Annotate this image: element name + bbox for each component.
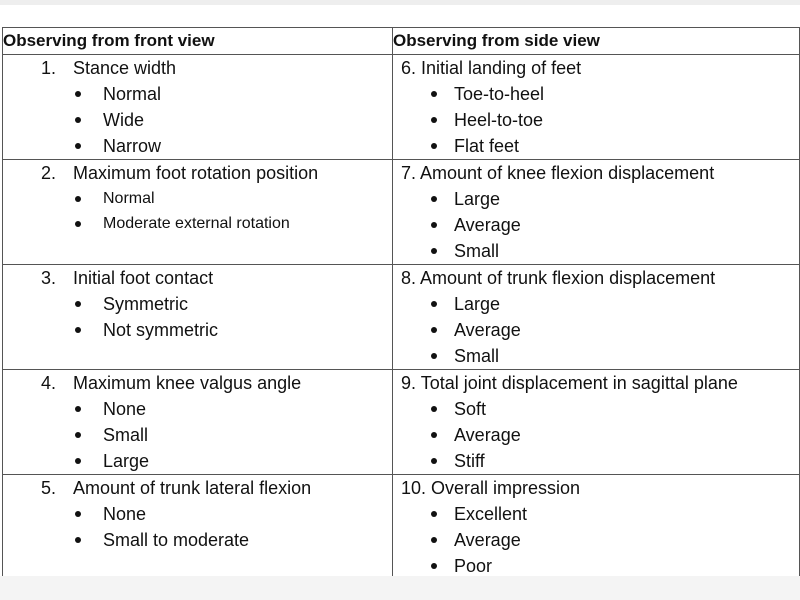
observation-table bbox=[2, 27, 800, 580]
bullet-icon bbox=[431, 406, 437, 412]
bullet-icon bbox=[431, 511, 437, 517]
item-number: 4. bbox=[41, 373, 57, 393]
item-number: 5. bbox=[41, 478, 57, 498]
bullet-icon bbox=[431, 248, 437, 254]
side-view-header: Observing from side view bbox=[393, 28, 800, 55]
bullet-icon bbox=[431, 458, 437, 464]
list-item: Large bbox=[393, 291, 799, 317]
list-item: Heel-to-toe bbox=[393, 107, 799, 133]
list-item: Moderate external rotation bbox=[3, 211, 392, 236]
item-title: 9. Total joint displacement in sagittal plane bbox=[401, 373, 738, 393]
item-number: 2. bbox=[41, 163, 57, 183]
item-title: 6. Initial landing of feet bbox=[401, 58, 582, 78]
bullet-icon bbox=[75, 432, 81, 438]
list-item: Poor bbox=[393, 553, 799, 579]
bullet-icon bbox=[75, 91, 81, 97]
bullet-icon bbox=[431, 301, 437, 307]
bullet-icon bbox=[431, 537, 437, 543]
list-item: Normal bbox=[3, 186, 392, 211]
list-item: Symmetric bbox=[3, 291, 392, 317]
item-number: 3. bbox=[41, 268, 57, 288]
bullet-icon bbox=[431, 563, 437, 569]
list-item: None bbox=[3, 501, 392, 527]
bullet-icon bbox=[75, 196, 81, 202]
list-item: Average bbox=[393, 527, 799, 553]
list-item: Large bbox=[3, 448, 392, 474]
item-title: 8. Amount of trunk flexion displacement bbox=[401, 268, 716, 288]
bullet-icon bbox=[75, 143, 81, 149]
list-item: Small bbox=[3, 422, 392, 448]
item-title bbox=[3, 370, 392, 396]
bullet-icon bbox=[75, 511, 81, 517]
list-item: Average bbox=[393, 317, 799, 343]
bullet-icon bbox=[431, 222, 437, 228]
table-row bbox=[3, 160, 800, 265]
side-item-10 bbox=[393, 475, 800, 580]
option-list bbox=[393, 501, 799, 579]
bullet-icon bbox=[75, 406, 81, 412]
option-list bbox=[3, 81, 392, 159]
side-item-6 bbox=[393, 55, 800, 160]
bullet-icon bbox=[431, 353, 437, 359]
front-view-header: Observing from front view bbox=[3, 28, 393, 55]
item-title bbox=[3, 55, 392, 81]
option-list bbox=[393, 396, 799, 474]
list-item: Average bbox=[393, 212, 799, 238]
bullet-icon bbox=[75, 537, 81, 543]
item-number: 1. bbox=[41, 58, 57, 78]
front-item-3 bbox=[3, 265, 393, 370]
bullet-icon bbox=[431, 432, 437, 438]
option-list bbox=[3, 291, 392, 343]
front-item-1 bbox=[3, 55, 393, 160]
bullet-icon bbox=[75, 458, 81, 464]
header-row bbox=[3, 28, 800, 55]
front-item-5 bbox=[3, 475, 393, 580]
option-list bbox=[393, 291, 799, 369]
bullet-icon bbox=[75, 327, 81, 333]
front-item-2 bbox=[3, 160, 393, 265]
side-item-7 bbox=[393, 160, 800, 265]
bullet-icon bbox=[75, 117, 81, 123]
front-item-4 bbox=[3, 370, 393, 475]
list-item: Toe-to-heel bbox=[393, 81, 799, 107]
item-title bbox=[3, 475, 392, 501]
table-row bbox=[3, 475, 800, 580]
item-label: Amount of trunk lateral flexion bbox=[73, 478, 312, 498]
list-item: Average bbox=[393, 422, 799, 448]
table-row bbox=[3, 55, 800, 160]
item-label: Initial foot contact bbox=[73, 268, 214, 288]
option-list bbox=[393, 186, 799, 264]
list-item: Large bbox=[393, 186, 799, 212]
list-item: Flat feet bbox=[393, 133, 799, 159]
side-item-9 bbox=[393, 370, 800, 475]
option-list bbox=[3, 186, 392, 236]
list-item: Wide bbox=[3, 107, 392, 133]
item-label: Maximum foot rotation position bbox=[73, 163, 319, 183]
list-item: Normal bbox=[3, 81, 392, 107]
list-item: Excellent bbox=[393, 501, 799, 527]
item-title: 10. Overall impression bbox=[401, 478, 581, 498]
item-label: Maximum knee valgus angle bbox=[73, 373, 302, 393]
bullet-icon bbox=[431, 117, 437, 123]
list-item: Small bbox=[393, 238, 799, 264]
item-label: Stance width bbox=[73, 58, 177, 78]
bullet-icon bbox=[431, 91, 437, 97]
list-item: Narrow bbox=[3, 133, 392, 159]
bullet-icon bbox=[431, 196, 437, 202]
top-edge bbox=[0, 0, 800, 5]
bullet-icon bbox=[75, 301, 81, 307]
option-list bbox=[393, 81, 799, 159]
bottom-edge bbox=[0, 576, 800, 600]
bullet-icon bbox=[75, 221, 81, 227]
bullet-icon bbox=[431, 327, 437, 333]
option-list bbox=[3, 501, 392, 553]
list-item: Soft bbox=[393, 396, 799, 422]
list-item: Small to moderate bbox=[3, 527, 392, 553]
side-item-8 bbox=[393, 265, 800, 370]
item-title: 7. Amount of knee flexion displacement bbox=[401, 163, 715, 183]
option-list bbox=[3, 396, 392, 474]
item-title bbox=[3, 160, 392, 186]
table-row bbox=[3, 370, 800, 475]
list-item: Small bbox=[393, 343, 799, 369]
list-item: Stiff bbox=[393, 448, 799, 474]
bullet-icon bbox=[431, 143, 437, 149]
list-item: Not symmetric bbox=[3, 317, 392, 343]
table-row bbox=[3, 265, 800, 370]
item-title bbox=[3, 265, 392, 291]
list-item: None bbox=[3, 396, 392, 422]
